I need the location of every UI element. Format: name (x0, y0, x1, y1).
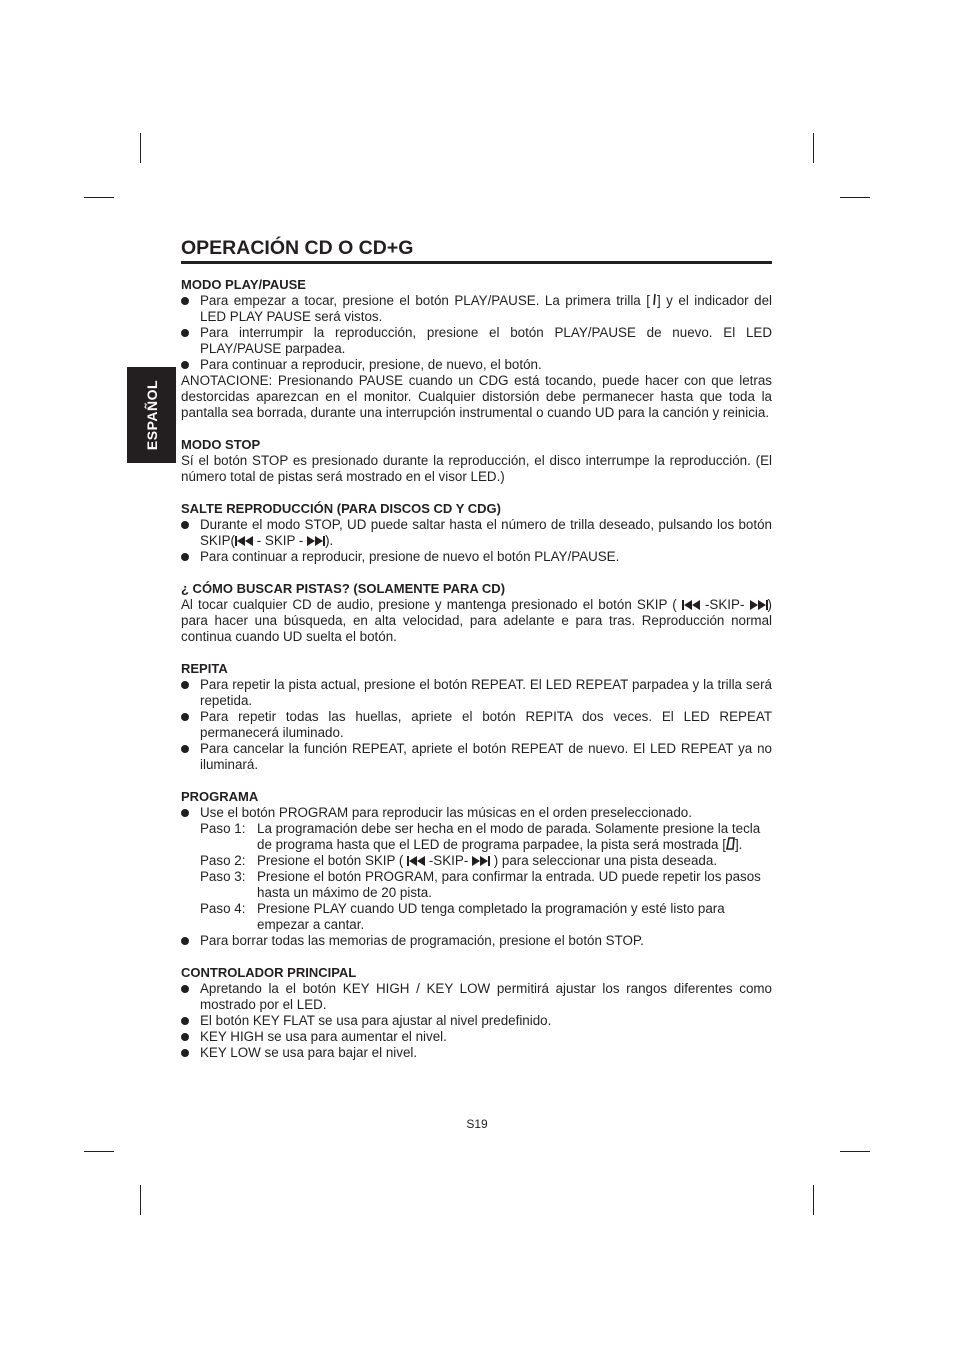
page-content (181, 237, 772, 1077)
list-item: Para cancelar la función REPEAT, apriete el botón REPEAT de nuevo. El LED REPEAT ya no iluminará. (181, 741, 772, 773)
section-key-control (181, 965, 772, 1061)
list-item: Use el botón PROGRAM para reproducir las músicas en el orden preseleccionado. (181, 805, 772, 821)
page-title: OPERACIÓN CD O CD+G (181, 237, 772, 264)
bullet-icon (181, 1017, 189, 1025)
bullet-icon (181, 745, 189, 753)
bullet-icon (181, 361, 189, 369)
crop-mark (84, 1151, 114, 1152)
bullet-icon (181, 297, 189, 305)
bullet-icon (181, 937, 189, 945)
list-item: Para repetir la pista actual, presione el botón REPEAT. El LED REPEAT parpadea y la trilla será repetida. (181, 677, 772, 709)
section-heading: MODO STOP (181, 437, 261, 452)
bullet-icon (181, 681, 189, 689)
bullet-icon (181, 1049, 189, 1057)
program-step: Paso 1: La programación debe ser hecha en el modo de parada. Solamente presione la tecla de programa hasta que el LED de programa parpadee, la pista será mostrada [ ]. (200, 821, 761, 852)
list-item: Para repetir todas las huellas, apriete el botón REPITA dos veces. El LED REPEAT permanecerá iluminado. (181, 709, 772, 741)
note-paragraph: ANOTACIONE: Presionando PAUSE cuando un CDG está tocando, puede hacer con que letras destorcidas aparezcan en el monitor. Cualquier distorsión debe permanecer hasta que toda la pantalla sea borrada, durante una interrupción instrumental o cuando UD para la canción y reinicia. (181, 373, 772, 420)
list-item: KEY LOW se usa para bajar el nivel. (181, 1045, 772, 1061)
section-program (181, 789, 772, 949)
section-heading: MODO PLAY/PAUSE (181, 277, 306, 292)
bullet-icon (181, 713, 189, 721)
list-item: Para continuar a reproducir, presione de nuevo el botón PLAY/PAUSE. (181, 549, 772, 565)
language-tab-label: ESPAÑOL (143, 379, 160, 451)
list-item: Durante el modo STOP, UD puede saltar hasta el número de trilla deseado, pulsando los botón SKIP( - SKIP - ). (181, 517, 772, 549)
list-item: Para empezar a tocar, presione el botón PLAY/PAUSE. La primera trilla [ ] y el indicador del LED PLAY PAUSE será vistos. (181, 293, 772, 325)
paragraph: Sí el botón STOP es presionado durante la reproducción, el disco interrumpe la reproducción. (El número total de pistas será mostrado en el visor LED.) (181, 453, 772, 484)
list-item: El botón KEY FLAT se usa para ajustar al nivel predefinido. (181, 1013, 772, 1029)
seven-segment-digit-icon (726, 837, 735, 850)
skip-previous-icon (682, 600, 700, 610)
bullet-icon (181, 809, 189, 817)
section-play-pause (181, 277, 772, 421)
section-heading: REPITA (181, 661, 228, 676)
skip-next-icon (472, 856, 490, 866)
program-step: Paso 2: Presione el botón SKIP ( -SKIP- ) para seleccionar una pista deseada. (200, 853, 718, 868)
list-item: Para borrar todas las memorias de programación, presione el botón STOP. (181, 933, 772, 949)
page-number: S19 (466, 1117, 488, 1131)
language-side-tab (127, 367, 176, 463)
bullet-icon (181, 1033, 189, 1041)
skip-previous-icon (407, 856, 425, 866)
crop-mark (84, 197, 114, 198)
crop-mark (813, 1185, 814, 1215)
seven-segment-digit-icon (650, 293, 657, 306)
bullet-icon (181, 521, 189, 529)
section-skip (181, 501, 772, 565)
list-item: Para interrumpir la reproducción, presione el botón PLAY/PAUSE de nuevo. El LED PLAY/PAUSE parpadea. (181, 325, 772, 357)
bullet-icon (181, 553, 189, 561)
program-steps (200, 821, 772, 933)
section-repeat (181, 661, 772, 773)
crop-mark (140, 1185, 141, 1215)
section-heading: SALTE REPRODUCCIÓN (PARA DISCOS CD Y CDG) (181, 501, 501, 516)
crop-mark (140, 133, 141, 163)
bullet-icon (181, 329, 189, 337)
crop-mark (813, 133, 814, 163)
program-step: Paso 3: Presione el botón PROGRAM, para confirmar la entrada. UD puede repetir los pasos hasta un máximo de 20 pista. (200, 869, 761, 900)
paragraph: Al tocar cualquier CD de audio, presione y mantenga presionado el botón SKIP ( -SKIP- ) para hacer una búsqueda, en alta velocidad, para adelante e para tras. Reproducción normal continua cuando UD suelta el botón. (181, 597, 772, 644)
crop-mark (840, 1151, 870, 1152)
bullet-icon (181, 985, 189, 993)
list-item: Apretando la el botón KEY HIGH / KEY LOW permitirá ajustar los rangos diferentes como mostrado por el LED. (181, 981, 772, 1013)
section-stop (181, 437, 772, 485)
skip-previous-icon (235, 536, 253, 546)
section-heading: ¿ CÓMO BUSCAR PISTAS? (SOLAMENTE PARA CD) (181, 581, 506, 596)
program-step: Paso 4: Presione PLAY cuando UD tenga completado la programación y esté listo para empezar a cantar. (200, 901, 725, 932)
skip-next-icon (750, 600, 768, 610)
section-heading: CONTROLADOR PRINCIPAL (181, 965, 357, 980)
section-search (181, 581, 772, 645)
skip-next-icon (307, 536, 325, 546)
list-item: KEY HIGH se usa para aumentar el nivel. (181, 1029, 772, 1045)
list-item: Para continuar a reproducir, presione, de nuevo, el botón. (181, 357, 772, 373)
section-heading: PROGRAMA (181, 789, 259, 804)
crop-mark (840, 197, 870, 198)
